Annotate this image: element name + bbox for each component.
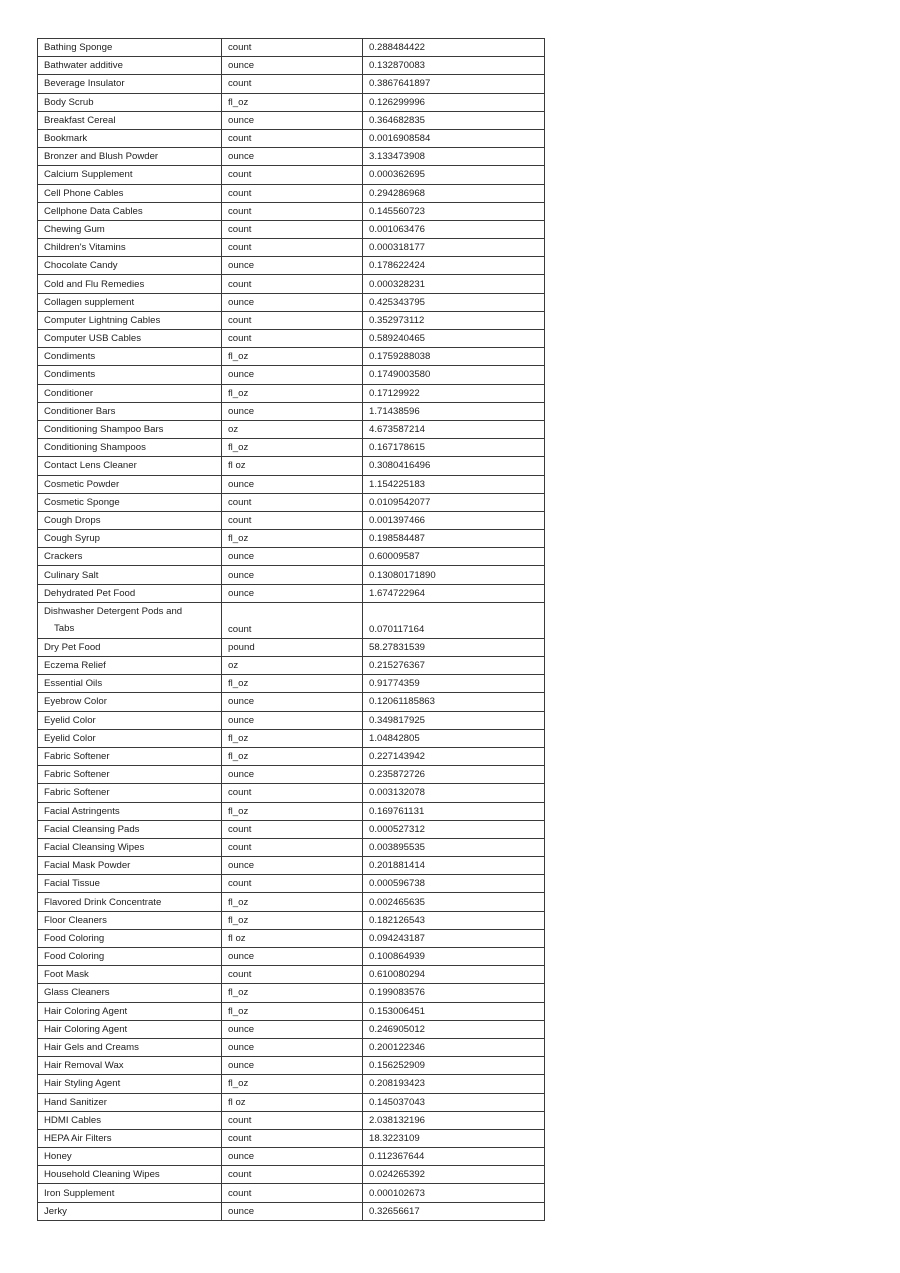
value-cell: 0.32656617 [363,1202,545,1220]
value-cell: 0.17129922 [363,384,545,402]
product-cell: Cough Syrup [38,530,222,548]
unit-cell: ounce [222,857,363,875]
table-row [38,766,545,784]
value-cell: 0.60009587 [363,548,545,566]
unit-cell: ounce [222,111,363,129]
value-cell: 0.070117164 [363,602,545,638]
unit-cell: fl_oz [222,729,363,747]
product-cell: Honey [38,1148,222,1166]
table-row [38,1111,545,1129]
product-cell: Computer USB Cables [38,330,222,348]
table-row [38,984,545,1002]
value-cell: 1.674722964 [363,584,545,602]
unit-cell: ounce [222,948,363,966]
unit-cell: count [222,1129,363,1147]
table-row [38,1202,545,1220]
table-row [38,530,545,548]
value-cell: 0.001397466 [363,511,545,529]
unit-cell: fl oz [222,457,363,475]
product-cell: Breakfast Cereal [38,111,222,129]
table-row [38,129,545,147]
unit-cell: count [222,330,363,348]
value-cell: 0.000318177 [363,239,545,257]
product-cell: Facial Tissue [38,875,222,893]
table-row [38,493,545,511]
product-cell: Flavored Drink Concentrate [38,893,222,911]
data-table [37,38,545,1221]
table-row [38,366,545,384]
table-row [38,384,545,402]
unit-cell: fl_oz [222,530,363,548]
value-cell: 0.100864939 [363,948,545,966]
value-cell: 0.024265392 [363,1166,545,1184]
unit-cell: oz [222,420,363,438]
table-row [38,1020,545,1038]
unit-cell: ounce [222,548,363,566]
unit-cell: count [222,202,363,220]
table-row [38,657,545,675]
table-row [38,857,545,875]
product-cell: Cell Phone Cables [38,184,222,202]
product-cell: Fabric Softener [38,766,222,784]
unit-cell: fl_oz [222,893,363,911]
unit-cell: count [222,75,363,93]
value-cell: 0.91774359 [363,675,545,693]
product-cell: Conditioner Bars [38,402,222,420]
product-cell: Fabric Softener [38,784,222,802]
product-cell: Dry Pet Food [38,638,222,656]
table-row [38,111,545,129]
product-cell: Fabric Softener [38,747,222,765]
value-cell: 0.094243187 [363,929,545,947]
table-row [38,802,545,820]
unit-cell: ounce [222,57,363,75]
unit-cell: ounce [222,293,363,311]
product-cell: Body Scrub [38,93,222,111]
unit-cell: ounce [222,1148,363,1166]
unit-cell: count [222,1166,363,1184]
product-cell: Facial Astringents [38,802,222,820]
product-cell: Chocolate Candy [38,257,222,275]
unit-cell: count [222,511,363,529]
table-row [38,93,545,111]
unit-cell: count [222,493,363,511]
product-cell: Hair Gels and Creams [38,1038,222,1056]
product-cell: Condiments [38,348,222,366]
unit-cell: count [222,184,363,202]
table-row [38,784,545,802]
unit-cell: count [222,129,363,147]
product-cell: Cold and Flu Remedies [38,275,222,293]
table-row [38,675,545,693]
value-cell: 0.246905012 [363,1020,545,1038]
product-cell: Conditioning Shampoo Bars [38,420,222,438]
unit-cell: ounce [222,1020,363,1038]
value-cell: 0.153006451 [363,1002,545,1020]
table-row [38,911,545,929]
product-cell: Hand Sanitizer [38,1093,222,1111]
product-cell: Bathing Sponge [38,39,222,57]
product-cell: Glass Cleaners [38,984,222,1002]
table-row [38,966,545,984]
table-row [38,475,545,493]
value-cell: 3.133473908 [363,148,545,166]
table-row [38,711,545,729]
unit-cell: count [222,311,363,329]
value-cell: 0.200122346 [363,1038,545,1056]
product-cell: Hair Coloring Agent [38,1002,222,1020]
unit-cell: pound [222,638,363,656]
table-row [38,948,545,966]
value-cell: 0.208193423 [363,1075,545,1093]
product-cell: Crackers [38,548,222,566]
product-cell: Bookmark [38,129,222,147]
value-cell: 2.038132196 [363,1111,545,1129]
product-cell: Contact Lens Cleaner [38,457,222,475]
table-row [38,1002,545,1020]
unit-cell: ounce [222,366,363,384]
product-cell: Cellphone Data Cables [38,202,222,220]
value-cell: 1.154225183 [363,475,545,493]
value-cell: 0.12061185863 [363,693,545,711]
product-cell: Facial Cleansing Pads [38,820,222,838]
product-cell: Collagen supplement [38,293,222,311]
value-cell: 0.145560723 [363,202,545,220]
value-cell: 0.156252909 [363,1057,545,1075]
product-cell: Conditioning Shampoos [38,439,222,457]
table-row [38,893,545,911]
value-cell: 0.1749003580 [363,366,545,384]
product-cell: Iron Supplement [38,1184,222,1202]
table-row [38,330,545,348]
unit-cell: count [222,1184,363,1202]
table-row [38,1184,545,1202]
table-row [38,166,545,184]
table-row [38,693,545,711]
value-cell: 0.610080294 [363,966,545,984]
value-cell: 0.112367644 [363,1148,545,1166]
product-cell: Hair Coloring Agent [38,1020,222,1038]
value-cell: 0.198584487 [363,530,545,548]
value-cell: 0.3080416496 [363,457,545,475]
value-cell: 0.352973112 [363,311,545,329]
product-cell: Hair Styling Agent [38,1075,222,1093]
product-cell [38,602,222,638]
product-cell: Facial Mask Powder [38,857,222,875]
unit-cell: fl_oz [222,1075,363,1093]
unit-cell: fl_oz [222,802,363,820]
table-row [38,1075,545,1093]
value-cell: 0.589240465 [363,330,545,348]
product-name-continuation: Tabs [54,622,75,634]
table-row [38,275,545,293]
product-cell: Bathwater additive [38,57,222,75]
value-cell: 0.227143942 [363,747,545,765]
unit-cell: count [222,1111,363,1129]
table-row [38,875,545,893]
value-cell: 0.003132078 [363,784,545,802]
value-cell: 0.425343795 [363,293,545,311]
unit-cell: fl_oz [222,93,363,111]
unit-cell: ounce [222,1038,363,1056]
value-cell: 4.673587214 [363,420,545,438]
product-cell: Eyelid Color [38,711,222,729]
table-row [38,1129,545,1147]
table-row [38,311,545,329]
value-cell: 0.0109542077 [363,493,545,511]
product-cell: Foot Mask [38,966,222,984]
value-cell: 1.71438596 [363,402,545,420]
table-row [38,148,545,166]
product-cell: Cosmetic Powder [38,475,222,493]
unit-cell: count [222,602,363,638]
value-cell: 58.27831539 [363,638,545,656]
value-cell: 0.000362695 [363,166,545,184]
table-row [38,220,545,238]
product-cell: Household Cleaning Wipes [38,1166,222,1184]
table-row [38,566,545,584]
product-cell: Children's Vitamins [38,239,222,257]
unit-cell: fl_oz [222,984,363,1002]
product-cell: Dehydrated Pet Food [38,584,222,602]
table-row [38,602,545,638]
table-row [38,420,545,438]
unit-cell: count [222,39,363,57]
table-row [38,747,545,765]
value-cell: 0.000596738 [363,875,545,893]
value-cell: 0.364682835 [363,111,545,129]
product-cell: Condiments [38,366,222,384]
table-body [38,39,545,1221]
unit-cell: count [222,220,363,238]
unit-cell: ounce [222,257,363,275]
table-row [38,1093,545,1111]
unit-cell: ounce [222,711,363,729]
unit-cell: ounce [222,766,363,784]
unit-cell: count [222,966,363,984]
product-cell: Eyelid Color [38,729,222,747]
unit-cell: fl_oz [222,911,363,929]
unit-cell: ounce [222,148,363,166]
table-row [38,638,545,656]
product-cell: Bronzer and Blush Powder [38,148,222,166]
product-cell: Cough Drops [38,511,222,529]
value-cell: 0.13080171890 [363,566,545,584]
table-row [38,202,545,220]
unit-cell: count [222,820,363,838]
value-cell: 0.182126543 [363,911,545,929]
product-cell: Jerky [38,1202,222,1220]
value-cell: 1.04842805 [363,729,545,747]
value-cell: 0.002465635 [363,893,545,911]
unit-cell: ounce [222,566,363,584]
product-cell: Eyebrow Color [38,693,222,711]
product-cell: Cosmetic Sponge [38,493,222,511]
product-cell: Culinary Salt [38,566,222,584]
table-row [38,1166,545,1184]
table-row [38,820,545,838]
value-cell: 0.288484422 [363,39,545,57]
unit-cell: fl_oz [222,439,363,457]
table-row [38,75,545,93]
unit-cell: count [222,875,363,893]
table-row [38,1148,545,1166]
unit-cell: count [222,239,363,257]
product-cell: Computer Lightning Cables [38,311,222,329]
product-cell: Essential Oils [38,675,222,693]
table-row [38,548,545,566]
product-cell: Food Coloring [38,948,222,966]
value-cell: 0.294286968 [363,184,545,202]
product-cell: Hair Removal Wax [38,1057,222,1075]
table-row [38,729,545,747]
value-cell: 0.126299996 [363,93,545,111]
value-cell: 18.3223109 [363,1129,545,1147]
unit-cell: ounce [222,1202,363,1220]
table-row [38,293,545,311]
value-cell: 0.003895535 [363,838,545,856]
value-cell: 0.178622424 [363,257,545,275]
table-row [38,457,545,475]
value-cell: 0.3867641897 [363,75,545,93]
product-cell: Calcium Supplement [38,166,222,184]
unit-cell: fl oz [222,1093,363,1111]
table-row [38,584,545,602]
unit-cell: ounce [222,584,363,602]
value-cell: 0.349817925 [363,711,545,729]
unit-cell: count [222,838,363,856]
value-cell: 0.132870083 [363,57,545,75]
unit-cell: ounce [222,693,363,711]
product-cell: Beverage Insulator [38,75,222,93]
value-cell: 0.199083576 [363,984,545,1002]
product-cell: Eczema Relief [38,657,222,675]
product-cell: Conditioner [38,384,222,402]
value-cell: 0.201881414 [363,857,545,875]
value-cell: 0.000102673 [363,1184,545,1202]
table-row [38,929,545,947]
unit-cell: ounce [222,1057,363,1075]
unit-cell: fl_oz [222,747,363,765]
product-cell: HEPA Air Filters [38,1129,222,1147]
value-cell: 0.167178615 [363,439,545,457]
unit-cell: count [222,275,363,293]
table-row [38,439,545,457]
value-cell: 0.000328231 [363,275,545,293]
unit-cell: fl_oz [222,348,363,366]
value-cell: 0.1759288038 [363,348,545,366]
value-cell: 0.001063476 [363,220,545,238]
table-row [38,184,545,202]
table-row [38,257,545,275]
product-cell: Floor Cleaners [38,911,222,929]
value-cell: 0.215276367 [363,657,545,675]
product-cell: HDMI Cables [38,1111,222,1129]
table-row [38,1057,545,1075]
table-row [38,838,545,856]
table-row [38,402,545,420]
unit-cell: fl_oz [222,384,363,402]
unit-cell: fl oz [222,929,363,947]
unit-cell: count [222,784,363,802]
table-row [38,239,545,257]
product-cell: Chewing Gum [38,220,222,238]
table-row [38,348,545,366]
value-cell: 0.235872726 [363,766,545,784]
table-row [38,57,545,75]
value-cell: 0.145037043 [363,1093,545,1111]
unit-cell: ounce [222,475,363,493]
value-cell: 0.000527312 [363,820,545,838]
unit-cell: ounce [222,402,363,420]
value-cell: 0.169761131 [363,802,545,820]
unit-cell: count [222,166,363,184]
product-name: Dishwasher Detergent Pods and [44,605,183,617]
unit-cell: oz [222,657,363,675]
unit-cell: fl_oz [222,675,363,693]
product-cell: Facial Cleansing Wipes [38,838,222,856]
product-cell: Food Coloring [38,929,222,947]
value-cell: 0.0016908584 [363,129,545,147]
table-row [38,39,545,57]
table-row [38,511,545,529]
unit-cell: fl_oz [222,1002,363,1020]
table-row [38,1038,545,1056]
